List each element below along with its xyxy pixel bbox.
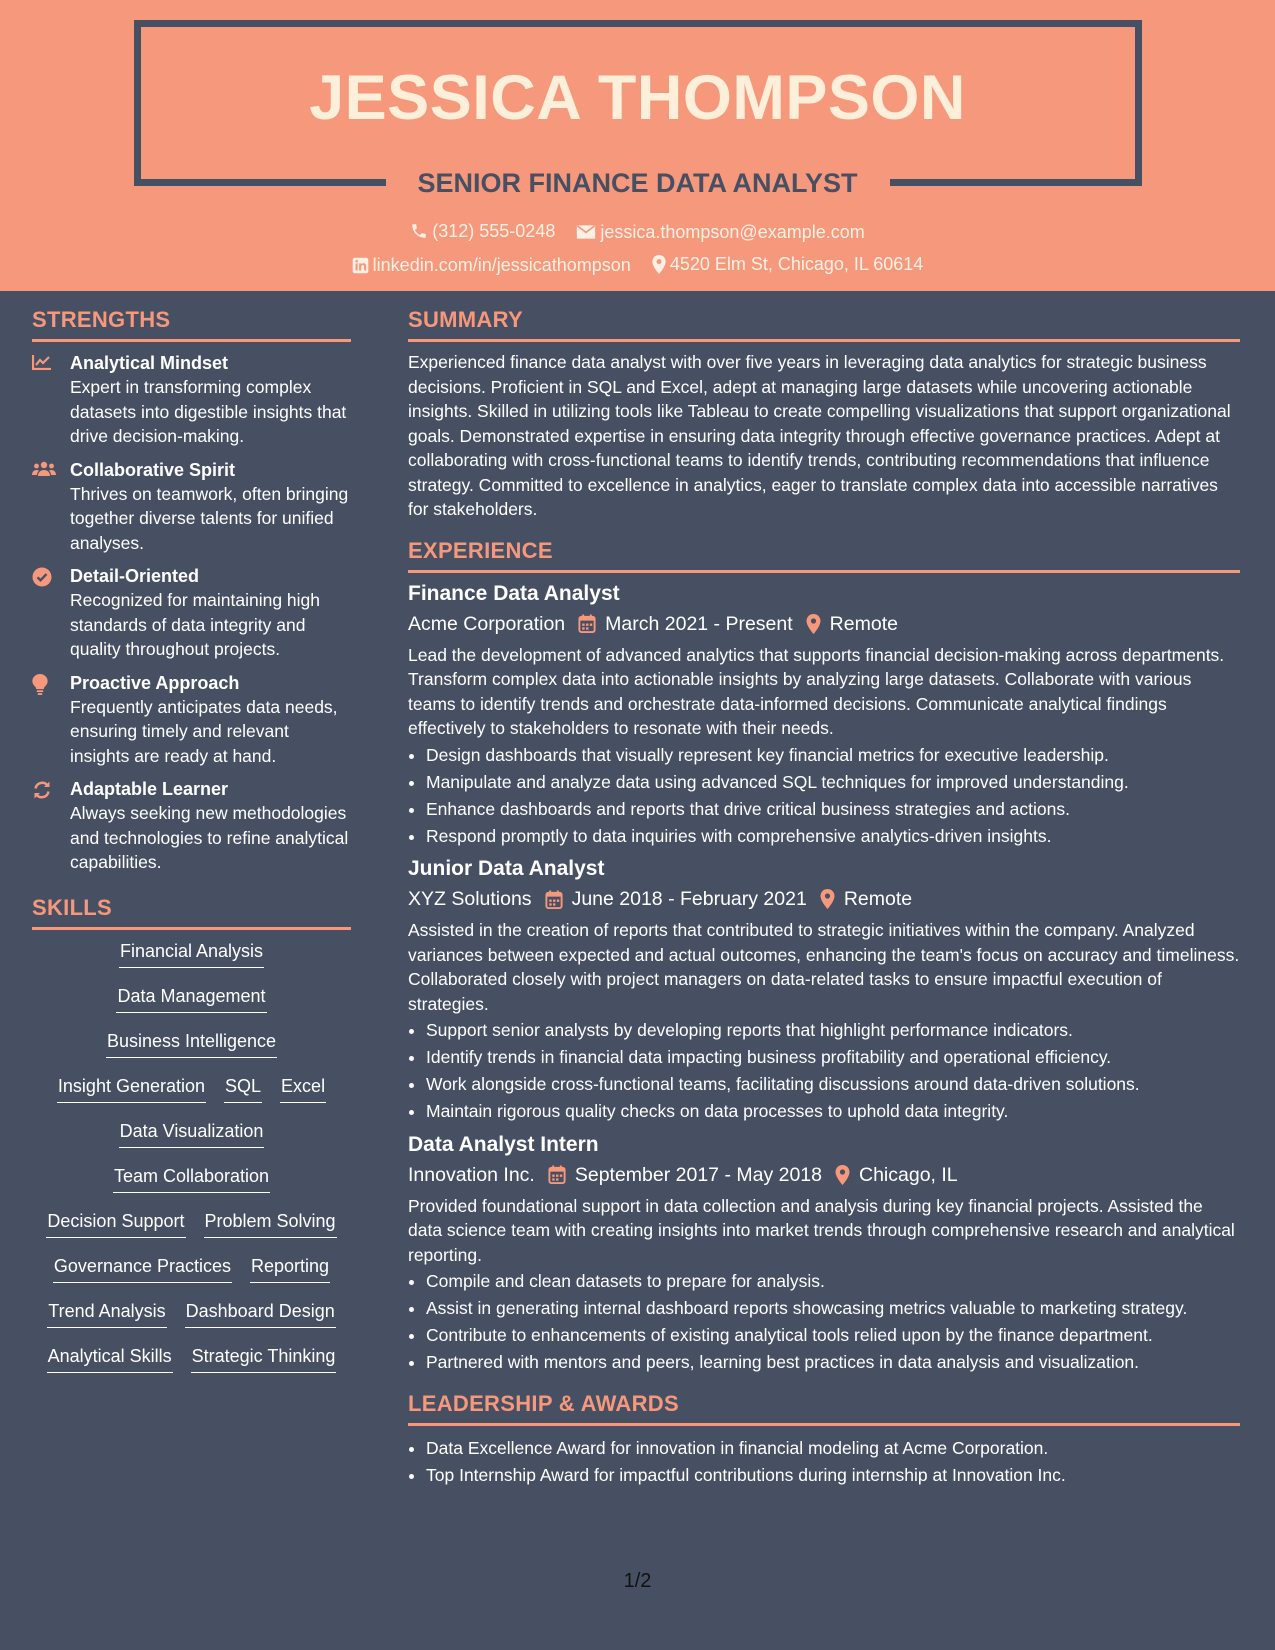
phone-item <box>410 219 555 243</box>
strength-title: Adaptable Learner <box>70 779 229 799</box>
chart-line-icon <box>32 354 52 370</box>
strength-title: Proactive Approach <box>70 672 240 693</box>
job-description: Assisted in the creation of reports that contributed to strategic initiatives within the company. Analyzed variances between expected and actual outcomes, enhancing the team's focus on accuracy and timeliness. Collaborated closely with project managers on data-related tasks to ensure impactful execution of strategies. <box>408 920 1240 1014</box>
skill-tag: Data Visualization <box>119 1119 265 1148</box>
skill-tag: Business Intelligence <box>106 1029 277 1058</box>
sync-icon <box>32 780 52 800</box>
check-circle-icon <box>32 567 52 587</box>
skill-tag: Team Collaboration <box>113 1164 270 1193</box>
skill-row <box>32 1344 351 1389</box>
page-number: 1/2 <box>623 1570 652 1592</box>
email-item <box>576 220 864 244</box>
job-meta <box>408 609 1240 639</box>
map-marker-icon <box>652 255 666 274</box>
skill-tag: Decision Support <box>46 1209 185 1238</box>
skill-tag: Excel <box>280 1074 326 1103</box>
awards-heading: LEADERSHIP & AWARDS <box>408 1385 1240 1426</box>
skill-tag: Trend Analysis <box>47 1299 166 1328</box>
experience-entry <box>408 579 1240 849</box>
skill-row <box>32 939 351 984</box>
linkedin-link[interactable]: linkedin.com/in/jessicathompson <box>372 255 631 275</box>
achievement-item: • Compile and clean datasets to prepare for analysis. <box>426 1269 1240 1294</box>
position-title: Finance Data Analyst <box>408 581 620 605</box>
experience-heading: EXPERIENCE <box>408 532 1240 573</box>
skill-tag: Strategic Thinking <box>191 1344 337 1373</box>
achievement-item: • Enhance dashboards and reports that drive critical business strategies and actions. <box>426 797 1240 822</box>
header-band <box>0 0 1275 291</box>
strength-item <box>32 351 351 449</box>
strengths-heading: STRENGTHS <box>32 301 351 342</box>
skill-tag: Data Management <box>116 984 266 1013</box>
strength-desc: Always seeking new methodologies and technologies to refine analytical capabilities. <box>70 803 349 872</box>
skill-row <box>32 1299 351 1344</box>
contact-row-2 <box>0 252 1275 280</box>
achievement-list <box>408 1018 1240 1124</box>
job-description: Provided foundational support in data collection and analysis during key financial projects. Assisted the data science team with creating insights into market trends through comprehensive research and analytical reporting. <box>408 1195 1235 1265</box>
left-column <box>32 301 351 1389</box>
achievement-item: • Partnered with mentors and peers, learning best practices in data analysis and visualization. <box>426 1350 1240 1375</box>
map-marker-icon <box>806 614 821 634</box>
skill-tag: Problem Solving <box>204 1209 337 1238</box>
skill-row <box>32 1254 351 1299</box>
company-name: XYZ Solutions <box>408 888 532 910</box>
skill-row <box>32 1119 351 1164</box>
achievement-list <box>408 743 1240 849</box>
skill-row <box>32 1209 351 1254</box>
skill-tag: Analytical Skills <box>47 1344 173 1373</box>
strength-title: Analytical Mindset <box>70 353 229 373</box>
skills-list <box>32 939 351 1389</box>
strength-item <box>32 671 351 769</box>
linkedin-icon <box>352 257 369 274</box>
job-location: Remote <box>843 888 913 910</box>
map-marker-icon <box>820 889 835 909</box>
position-title: Data Analyst Intern <box>408 1132 599 1156</box>
strength-title: Collaborative Spirit <box>70 459 236 480</box>
achievement-list <box>408 1269 1240 1375</box>
skill-tag: Insight Generation <box>57 1074 206 1103</box>
job-location: Remote <box>829 612 898 635</box>
experience-entry <box>408 1130 1240 1375</box>
strength-item <box>32 458 351 556</box>
job-location: Chicago, IL <box>859 1163 958 1186</box>
job-meta <box>408 1160 1240 1190</box>
strength-item <box>32 777 351 875</box>
job-title: SENIOR FINANCE DATA ANALYST <box>417 168 858 198</box>
candidate-name: JESSICA THOMPSON <box>309 63 966 133</box>
company-name: Acme Corporation <box>408 612 566 635</box>
calendar-icon <box>545 890 563 909</box>
award-item: • Data Excellence Award for innovation in financial modeling at Acme Corporation. <box>426 1436 1240 1461</box>
calendar-icon <box>578 614 596 633</box>
users-icon <box>32 461 56 477</box>
right-column <box>408 301 1240 1490</box>
achievement-item: • Support senior analysts by developing reports that highlight performance indicators. <box>426 1018 1240 1043</box>
skill-tag: Reporting <box>250 1254 330 1283</box>
awards-list <box>408 1436 1240 1488</box>
skill-row <box>32 1164 351 1209</box>
strength-desc: Thrives on teamwork, often bringing together diverse talents for unified analyses. <box>70 483 349 553</box>
linkedin-item <box>352 253 631 277</box>
address-text: 4520 Elm St, Chicago, IL 60614 <box>669 254 924 274</box>
achievement-item: • Manipulate and analyze data using advanced SQL techniques for improved understanding. <box>426 770 1240 795</box>
date-range: March 2021 - Present <box>605 612 793 635</box>
job-meta <box>408 884 1240 914</box>
skill-row <box>32 984 351 1029</box>
skill-tag: SQL <box>224 1074 262 1103</box>
achievement-item: • Identify trends in financial data impacting business profitability and operational efficiency. <box>426 1045 1240 1070</box>
achievement-item: • Maintain rigorous quality checks on data processes to uphold data integrity. <box>426 1099 1240 1124</box>
strength-desc: Recognized for maintaining high standards of data integrity and quality throughout projects. <box>70 590 321 659</box>
achievement-item: • Assist in generating internal dashboard reports showcasing metrics valuable to marketing strategy. <box>426 1296 1240 1321</box>
phone-text[interactable]: (312) 555-0248 <box>432 221 556 241</box>
map-marker-icon <box>835 1165 850 1185</box>
achievement-item: • Contribute to enhancements of existing analytical tools relied upon by the finance department. <box>426 1323 1240 1348</box>
job-description: Lead the development of advanced analytics that supports financial decision-making across departments. Transform complex data into actionable insights by analyzing large datasets. Collaborate with various teams to identify trends and orchestrate data-informed decisions. Communicate analytical findings effectively to stakeholders to resonate with their needs. <box>408 644 1225 738</box>
date-range: June 2018 - February 2021 <box>571 888 807 910</box>
phone-icon <box>410 222 428 240</box>
date-range: September 2017 - May 2018 <box>574 1163 822 1186</box>
achievement-item: • Work alongside cross-functional teams, facilitating discussions around data-driven solutions. <box>426 1072 1240 1097</box>
strength-title: Detail-Oriented <box>70 566 200 586</box>
achievement-item: • Design dashboards that visually represent key financial metrics for executive leadership. <box>426 743 1240 768</box>
achievement-item: • Respond promptly to data inquiries with comprehensive analytics-driven insights. <box>426 824 1240 849</box>
award-item: • Top Internship Award for impactful contributions during internship at Innovation Inc. <box>426 1463 1240 1488</box>
lightbulb-icon <box>32 674 48 695</box>
strength-desc: Expert in transforming complex datasets into digestible insights that drive decision-making. <box>70 377 347 446</box>
skill-tag: Dashboard Design <box>185 1299 336 1328</box>
skill-tag: Financial Analysis <box>119 939 264 968</box>
strength-desc: Frequently anticipates data needs, ensuring timely and relevant insights are ready at hand. <box>70 696 338 766</box>
skill-row <box>32 1074 351 1119</box>
address-item <box>652 252 924 276</box>
company-name: Innovation Inc. <box>408 1163 535 1186</box>
skill-row <box>32 1029 351 1074</box>
skills-heading: SKILLS <box>32 889 351 930</box>
summary-heading: SUMMARY <box>408 301 1240 342</box>
skill-tag: Governance Practices <box>53 1254 232 1283</box>
experience-entry <box>408 854 1240 1124</box>
strength-item <box>32 564 351 662</box>
calendar-icon <box>548 1165 566 1184</box>
email-link[interactable]: jessica.thompson@example.com <box>600 222 865 242</box>
position-title: Junior Data Analyst <box>408 857 605 880</box>
summary-text: Experienced finance data analyst with over five years in leveraging data analytics for strategic business decisions. Proficient in SQL and Excel, adept at managing large datasets while uncovering actionable insights. Skilled in utilizing tools like Tableau to create compelling visualizations that support organizational goals. Demonstrated expertise in ensuring data integrity through effective governance practices. Adept at collaborating with cross-functional teams to identify trends, contributing recommendations that influence strategy. Committed to excellence in analytics, eager to translate complex data into accessible narratives for stakeholders. <box>408 352 1231 519</box>
envelope-icon <box>576 224 596 240</box>
contact-row <box>0 219 1275 246</box>
